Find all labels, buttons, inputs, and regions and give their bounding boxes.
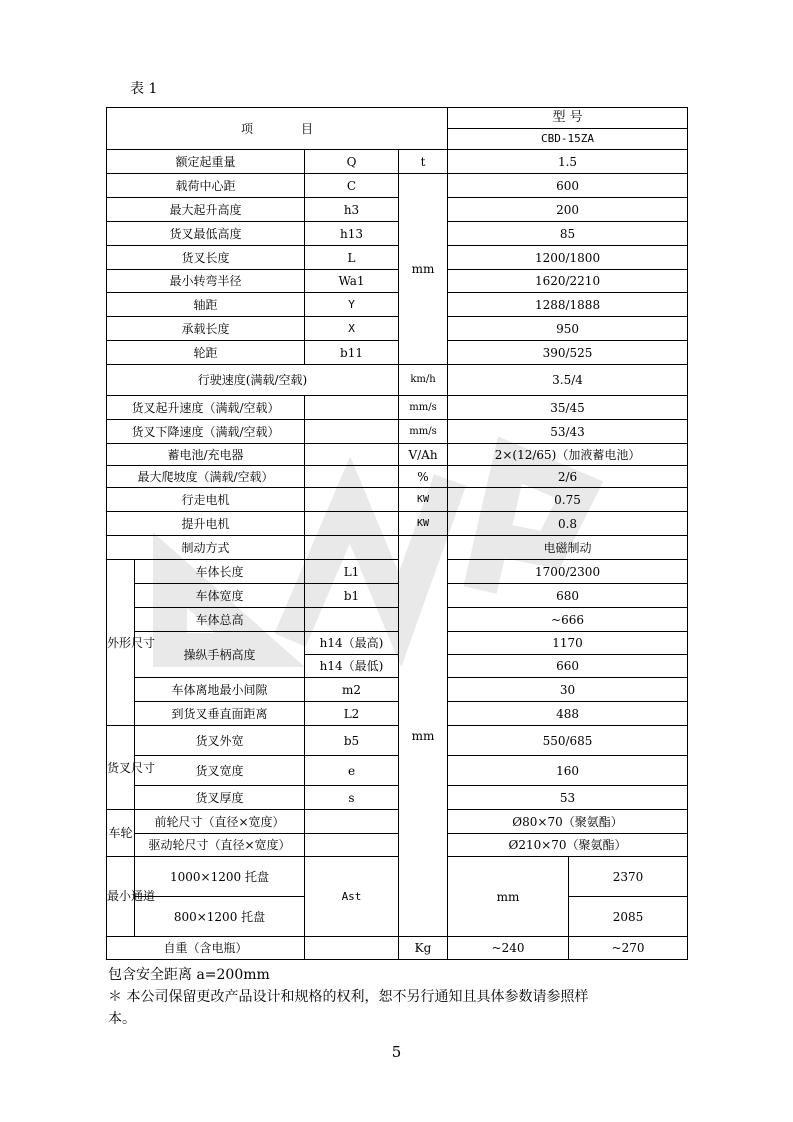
row-symbol: h3 xyxy=(305,198,399,222)
row-label: 轮距 xyxy=(107,341,305,365)
row-label: 前轮尺寸（直径×宽度） xyxy=(135,810,305,834)
row-value: 390/525 xyxy=(448,341,688,365)
row-symbol-empty xyxy=(305,466,399,488)
row-symbol-empty xyxy=(305,420,399,444)
row-symbol: b5 xyxy=(305,726,399,756)
row-label: 车体离地最小间隙 xyxy=(135,678,305,702)
row-unit: km/h xyxy=(399,365,448,396)
row-label: 载荷中心距 xyxy=(107,174,305,198)
row-label: 操纵手柄高度 xyxy=(135,632,305,678)
row-label: 最大爬坡度（满载/空载） xyxy=(107,466,305,488)
row-symbol: Wa1 xyxy=(305,270,399,293)
row-value: 53/43 xyxy=(448,420,688,444)
row-value: 200 xyxy=(448,198,688,222)
note-disclaimer-end: 本。 xyxy=(108,1011,136,1027)
row-value: 0.75 xyxy=(448,488,688,512)
unit-mm: mm xyxy=(399,174,448,365)
row-value: Ø210×70（聚氨酯） xyxy=(448,834,688,857)
row-symbol: L2 xyxy=(305,702,399,726)
row-unit: KW xyxy=(399,512,448,536)
row-label: 车体长度 xyxy=(135,560,305,584)
header-model: CBD-15ZA xyxy=(448,129,688,150)
row-label: 货叉起升速度（满载/空载） xyxy=(107,396,305,420)
row-unit: KW xyxy=(399,488,448,512)
row-value: 660 xyxy=(448,655,688,678)
row-label: 承载长度 xyxy=(107,317,305,341)
row-symbol: m2 xyxy=(305,678,399,702)
row-value: 600 xyxy=(448,174,688,198)
row-label: 货叉外宽 xyxy=(135,726,305,756)
row-symbol: h14（最低) xyxy=(305,655,399,678)
row-symbol-empty xyxy=(305,536,399,560)
row-label: 货叉宽度 xyxy=(135,756,305,786)
group-dimensions: 外形尺寸 xyxy=(107,560,135,726)
row-symbol: h14（最高) xyxy=(305,632,399,655)
row-symbol: L xyxy=(305,246,399,270)
row-label: 车体总高 xyxy=(135,608,305,632)
row-label: 行驶速度(满载/空载) xyxy=(107,365,399,396)
row-label: 货叉下降速度（满载/空载） xyxy=(107,420,305,444)
row-unit: mm/s xyxy=(399,396,448,420)
row-value: 0.8 xyxy=(448,512,688,536)
row-value: 53 xyxy=(448,786,688,810)
row-label: 1000×1200 托盘 xyxy=(135,857,305,897)
row-value: 2370 xyxy=(569,857,688,897)
row-symbol: Ast xyxy=(305,857,399,937)
row-value: 1620/2210 xyxy=(448,270,688,293)
row-label: 提升电机 xyxy=(107,512,305,536)
row-value: 3.5/4 xyxy=(448,365,688,396)
row-label: 800×1200 托盘 xyxy=(135,897,305,937)
row-value: 1170 xyxy=(448,632,688,655)
row-symbol: Y xyxy=(305,293,399,317)
row-symbol: C xyxy=(305,174,399,198)
row-symbol: h13 xyxy=(305,222,399,246)
row-label: 货叉长度 xyxy=(107,246,305,270)
page-number: 5 xyxy=(391,1043,402,1061)
row-unit: mm xyxy=(448,857,569,937)
row-unit: t xyxy=(399,150,448,174)
row-value: 1288/1888 xyxy=(448,293,688,317)
header-item: 项 目 xyxy=(107,108,448,150)
row-symbol: X xyxy=(305,317,399,341)
row-symbol: b1 xyxy=(305,584,399,608)
row-symbol-empty xyxy=(305,512,399,536)
row-symbol-empty xyxy=(305,488,399,512)
row-label: 轴距 xyxy=(107,293,305,317)
row-symbol-empty xyxy=(305,834,399,857)
row-value: 680 xyxy=(448,584,688,608)
group-wheels: 车轮 xyxy=(107,810,135,857)
table-caption: 表 1 xyxy=(130,81,158,97)
row-value: 2/6 xyxy=(448,466,688,488)
note-disclaimer: ＊ 本公司保留更改产品设计和规格的权利，恕不另行通知且具体参数请参照样 xyxy=(108,989,589,1005)
row-unit: mm/s xyxy=(399,420,448,444)
row-value: Ø80×70（聚氨酯） xyxy=(448,810,688,834)
row-symbol-empty xyxy=(305,396,399,420)
row-symbol: b11 xyxy=(305,341,399,365)
row-symbol-empty xyxy=(305,444,399,466)
row-unit: % xyxy=(399,466,448,488)
row-value: 30 xyxy=(448,678,688,702)
row-value: ~666 xyxy=(448,608,688,632)
row-label: 额定起重量 xyxy=(107,150,305,174)
row-value: 1.5 xyxy=(448,150,688,174)
row-value: 550/685 xyxy=(448,726,688,756)
row-value: ~270 xyxy=(569,937,688,960)
row-unit: Kg xyxy=(399,937,448,960)
row-value: 1700/2300 xyxy=(448,560,688,584)
row-unit: V/Ah xyxy=(399,444,448,466)
group-forks: 货叉尺寸 xyxy=(107,726,135,810)
header-model-label: 型 号 xyxy=(448,108,688,129)
group-aisle: 最小通道 xyxy=(107,857,135,937)
row-value: 950 xyxy=(448,317,688,341)
row-label: 最大起升高度 xyxy=(107,198,305,222)
row-symbol-empty xyxy=(305,937,399,960)
row-label: 驱动轮尺寸（直径×宽度） xyxy=(135,834,305,857)
row-label: 最小转弯半径 xyxy=(107,270,305,293)
row-label: 车体宽度 xyxy=(135,584,305,608)
row-symbol: Q xyxy=(305,150,399,174)
row-label: 蓄电池/充电器 xyxy=(107,444,305,466)
row-label: 货叉最低高度 xyxy=(107,222,305,246)
row-value: 35/45 xyxy=(448,396,688,420)
row-label: 到货叉垂直面距离 xyxy=(135,702,305,726)
row-label: 自重（含电瓶） xyxy=(107,937,305,960)
row-symbol: s xyxy=(305,786,399,810)
unit-mm: mm xyxy=(399,536,448,937)
spec-table xyxy=(106,107,688,960)
row-value: 2×(12/65)（加液蓄电池） xyxy=(448,444,688,466)
row-symbol: e xyxy=(305,756,399,786)
row-symbol-empty xyxy=(305,608,399,632)
row-label: 货叉厚度 xyxy=(135,786,305,810)
row-value: 160 xyxy=(448,756,688,786)
row-label: 制动方式 xyxy=(107,536,305,560)
note-safety-distance: 包含安全距离 a=200mm xyxy=(108,967,270,983)
row-value: 85 xyxy=(448,222,688,246)
row-label: 行走电机 xyxy=(107,488,305,512)
row-value: ~240 xyxy=(448,937,569,960)
row-symbol-empty xyxy=(305,810,399,834)
row-symbol: L1 xyxy=(305,560,399,584)
row-value: 488 xyxy=(448,702,688,726)
row-value: 2085 xyxy=(569,897,688,937)
row-value: 1200/1800 xyxy=(448,246,688,270)
row-value: 电磁制动 xyxy=(448,536,688,560)
